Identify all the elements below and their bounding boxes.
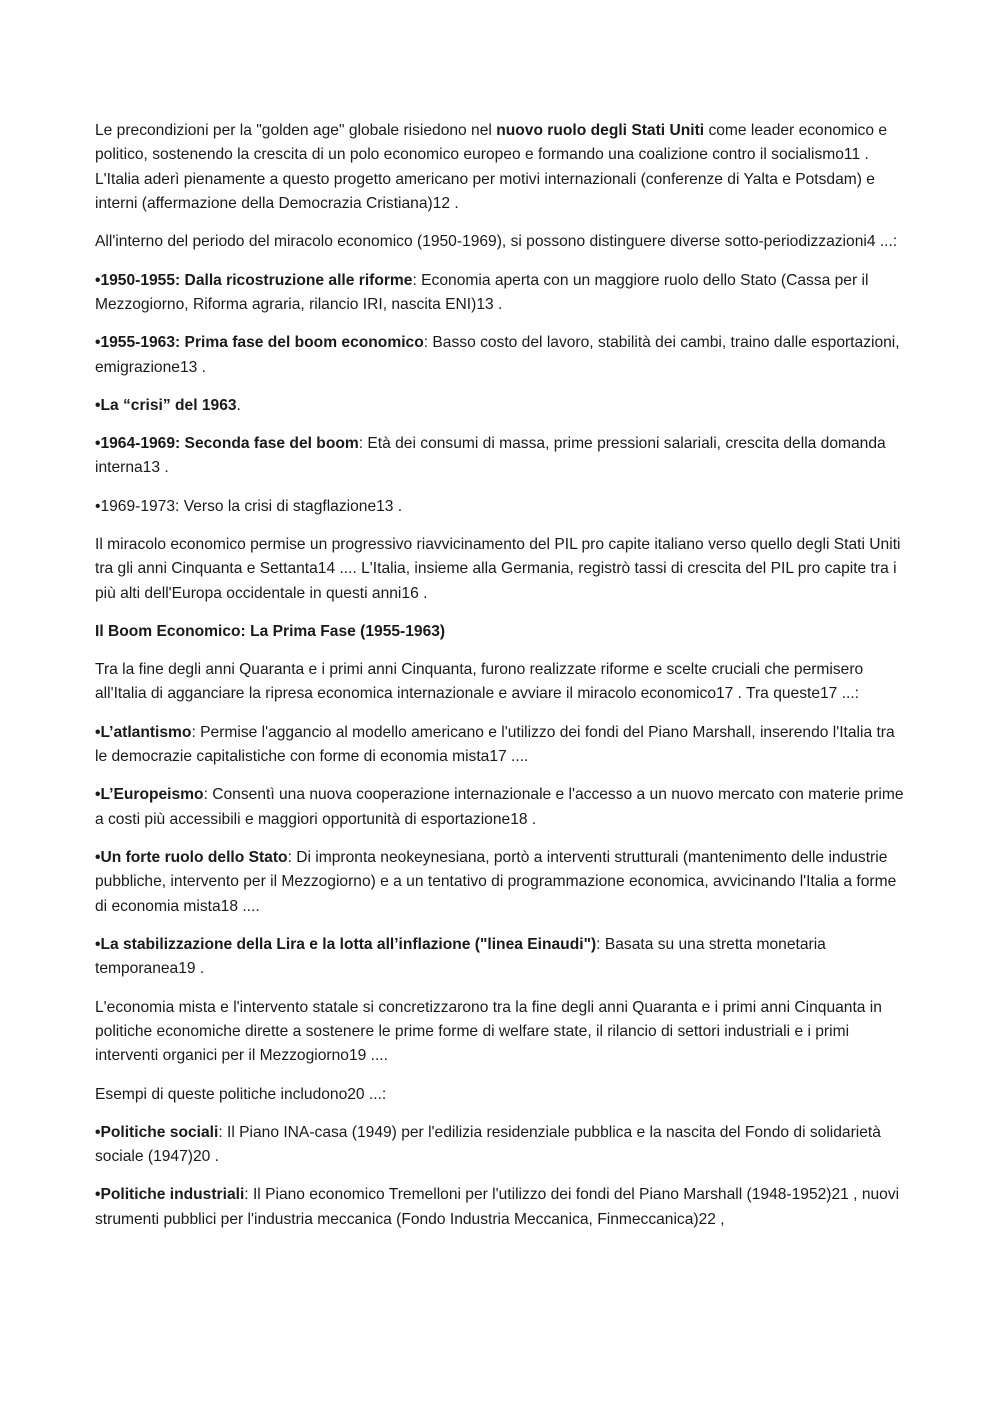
choice-item: •L’Europeismo: Consentì una nuova cooperazione internazionale e l'accesso a un nuovo mercato con materie prime a costi più accessibili e maggiori opportunità di esportazione18 . bbox=[95, 786, 904, 828]
paragraph-examples: Esempi di queste politiche includono20 ...: bbox=[95, 1085, 387, 1103]
period-item: •1964-1969: Seconda fase del boom: Età dei consumi di massa, prime pressioni salariali, crescita della domanda interna13 . bbox=[95, 435, 886, 477]
policy-item: •Politiche sociali: Il Piano INA-casa (1949) per l'edilizia residenziale pubblica e la nascita del Fondo di solidarietà sociale (1947)20 . bbox=[95, 1123, 881, 1166]
document-page bbox=[95, 119, 907, 1246]
choice-item: •La stabilizzazione della Lira e la lotta all’inflazione ("linea Einaudi"): Basata su una stretta monetaria temporanea19 . bbox=[95, 935, 826, 978]
paragraph-periodization: All'interno del periodo del miracolo economico (1950-1969), si possono distinguere diverse sotto-periodizzazioni4 ...: bbox=[95, 233, 898, 251]
period-item: •1969-1973: Verso la crisi di stagflazione13 . bbox=[95, 497, 403, 515]
period-item: •1950-1955: Dalla ricostruzione alle riforme: Economia aperta con un maggiore ruolo dello Stato (Cassa per il Mezzogiorno, Riforma agraria, rilancio IRI, nascita ENI)13 . bbox=[95, 271, 869, 314]
paragraph-gdp: Il miracolo economico permise un progressivo riavvicinamento del PIL pro capite italiano verso quello degli Stati Uniti tra gli anni Cinquanta e Settanta14 .... L'Italia, insieme alla Germania, registrò tassi di crescita del PIL pro capite tra i più alti dell'Europa occidentale in questi anni16 . bbox=[95, 535, 901, 602]
paragraph-golden-age: Le precondizioni per la "golden age" globale risiedono nel nuovo ruolo degli Stati Uniti come leader economico e politico, sostenendo la crescita di un polo economico europeo e formando una coalizione contro il socialismo11 . L'Italia aderì pienamente a questo progetto americano per motivi internazionali (conferenze di Yalta e Potsdam) e interni (affermazione della Democrazia Cristiana)12 . bbox=[95, 122, 888, 213]
choice-item: •Un forte ruolo dello Stato: Di impronta neokeynesiana, portò a interventi strutturali (mantenimento delle industrie pubbliche, intervento per il Mezzogiorno) e a un tentativo di programmazione economica, avvicinando l'Italia a forme di economia mista18 .... bbox=[95, 848, 897, 915]
period-item: •La “crisi” del 1963. bbox=[95, 396, 241, 414]
paragraph-reforms: Tra la fine degli anni Quaranta e i primi anni Cinquanta, furono realizzate riforme e scelte cruciali che permisero all'Italia di agganciare la ripresa economica internazionale e avviare il miracolo economico17 . Tra queste17 ...: bbox=[95, 661, 864, 703]
period-item: •1955-1963: Prima fase del boom economico: Basso costo del lavoro, stabilità dei cambi, traino dalle esportazioni, emigrazione13 . bbox=[95, 334, 900, 376]
choice-item: •L’atlantismo: Permise l'aggancio al modello americano e l'utilizzo dei fondi del Piano Marshall, inserendo l'Italia tra le democrazie capitalistiche con forme di economia mista17 .... bbox=[95, 723, 895, 766]
paragraph-mixed-economy: L'economia mista e l'intervento statale si concretizzarono tra la fine degli anni Quaranta e i primi anni Cinquanta in politiche economiche dirette a sostenere le prime forme di welfare state, il rilancio di settori industriali e i primi interventi organici per il Mezzogiorno19 .... bbox=[95, 998, 882, 1065]
policy-item: •Politiche industriali: Il Piano economico Tremelloni per l'utilizzo dei fondi del Piano Marshall (1948-1952)21 , nuovi strumenti pubblici per l'industria meccanica (Fondo Industria Meccanica, Finmeccanica)22 , bbox=[95, 1186, 900, 1228]
section-heading: Il Boom Economico: La Prima Fase (1955-1963) bbox=[95, 622, 446, 640]
bold-us-role: nuovo ruolo degli Stati Uniti bbox=[496, 122, 705, 139]
